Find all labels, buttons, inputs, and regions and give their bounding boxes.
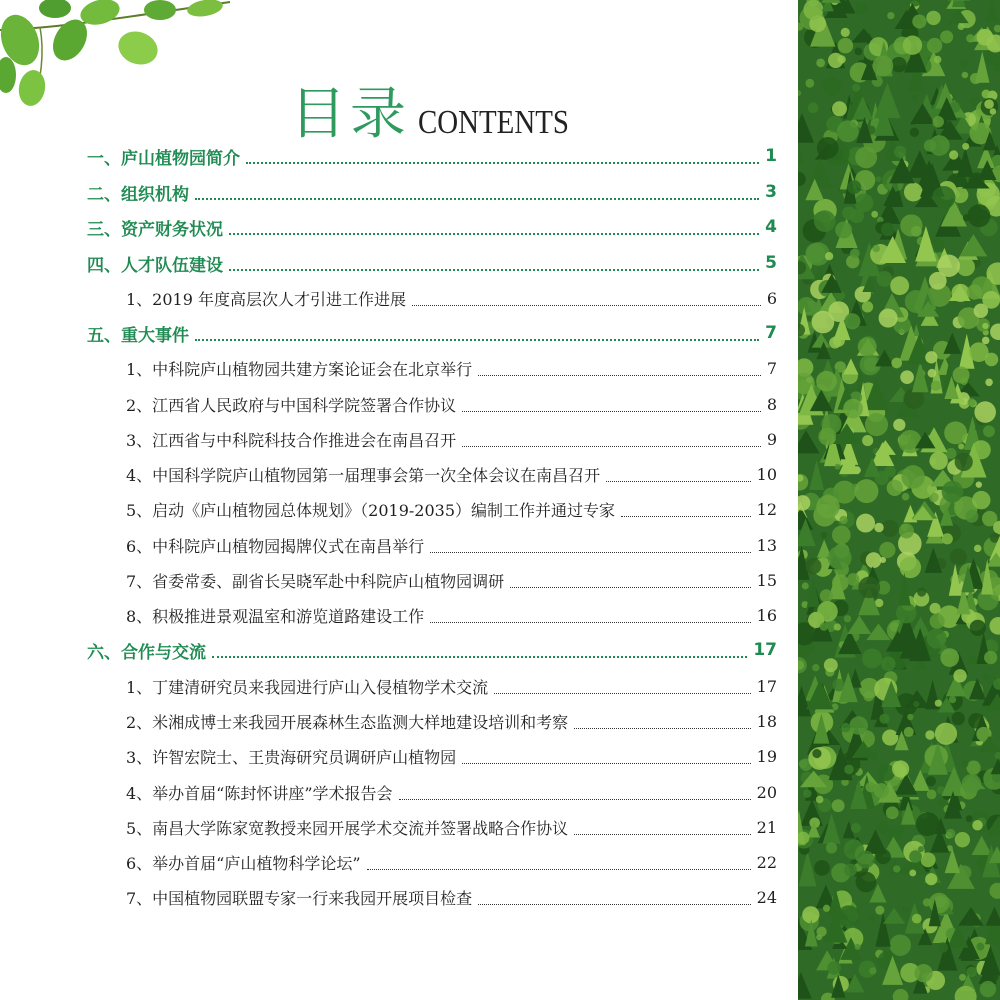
dot-leader xyxy=(494,693,750,694)
toc-page-number: 18 xyxy=(756,711,777,731)
toc-page-number: 4 xyxy=(765,217,777,237)
dot-leader xyxy=(462,763,750,764)
dot-leader xyxy=(478,375,761,376)
toc-page-number: 6 xyxy=(766,288,777,308)
dot-leader xyxy=(430,622,750,623)
dot-leader xyxy=(246,162,759,164)
toc-entry-title: 四、人才队伍建设 xyxy=(87,255,223,276)
toc-entry-title: 3、江西省与中科院科技合作推进会在南昌召开 xyxy=(126,430,457,450)
title-chinese: 目录 xyxy=(290,82,410,147)
toc-entry-title: 一、庐山植物园简介 xyxy=(87,148,240,169)
toc-subsection-entry[interactable] xyxy=(126,777,777,807)
dot-leader xyxy=(229,269,759,271)
toc-subsection-entry[interactable] xyxy=(126,706,777,736)
toc-subsection-entry[interactable] xyxy=(126,353,777,383)
dot-leader xyxy=(462,446,761,447)
toc-page-number: 5 xyxy=(765,253,777,273)
toc-page-number: 7 xyxy=(766,358,777,378)
toc-entry-title: 2、米湘成博士来我园开展森林生态监测大样地建设培训和考察 xyxy=(126,712,569,732)
toc-subsection-entry[interactable] xyxy=(126,847,777,877)
toc-page-number: 19 xyxy=(756,746,777,766)
toc-page-number: 16 xyxy=(756,605,777,625)
toc-entry-title: 六、合作与交流 xyxy=(87,642,206,663)
toc-section-entry[interactable] xyxy=(87,141,777,171)
dot-leader xyxy=(606,481,750,482)
toc-subsection-entry[interactable] xyxy=(126,882,777,912)
toc-page-number: 13 xyxy=(756,535,777,555)
dot-leader xyxy=(195,198,759,200)
dot-leader xyxy=(195,339,759,341)
dot-leader xyxy=(510,587,750,588)
toc-section-entry[interactable] xyxy=(87,177,777,207)
toc-entry-title: 7、省委常委、副省长吴晓军赴中科院庐山植物园调研 xyxy=(126,571,505,591)
toc-page-number: 12 xyxy=(756,499,777,519)
toc-subsection-entry[interactable] xyxy=(126,530,777,560)
toc-entry-title: 6、中科院庐山植物园揭牌仪式在南昌举行 xyxy=(126,536,425,556)
dot-leader xyxy=(399,799,751,800)
toc-page-number: 17 xyxy=(753,640,777,660)
dot-leader xyxy=(478,904,750,905)
toc-entry-title: 1、丁建清研究员来我园进行庐山入侵植物学术交流 xyxy=(126,677,489,697)
toc-entry-title: 4、举办首届“陈封怀讲座”学术报告会 xyxy=(126,783,393,803)
dot-leader xyxy=(574,728,750,729)
toc-page-number: 20 xyxy=(756,782,777,802)
toc-page-number: 10 xyxy=(756,464,777,484)
dot-leader xyxy=(367,869,751,870)
toc-entry-title: 4、中国科学院庐山植物园第一届理事会第一次全体会议在南昌召开 xyxy=(126,465,601,485)
dot-leader xyxy=(412,305,761,306)
toc-entry-title: 3、许智宏院士、王贵海研究员调研庐山植物园 xyxy=(126,747,457,767)
toc-entry-title: 1、2019 年度高层次人才引进工作进展 xyxy=(126,289,406,309)
forest-photo xyxy=(798,0,1000,1000)
dot-leader xyxy=(462,411,761,412)
dot-leader xyxy=(212,656,747,658)
toc-entry-title: 五、重大事件 xyxy=(87,325,189,346)
toc-subsection-entry[interactable] xyxy=(126,600,777,630)
toc-subsection-entry[interactable] xyxy=(126,741,777,771)
toc-subsection-entry[interactable] xyxy=(126,812,777,842)
title-english: CONTENTS xyxy=(418,104,569,141)
toc-page-number: 15 xyxy=(756,570,777,590)
toc-entry-title: 5、启动《庐山植物园总体规划》（2019-2035）编制工作并通过专家 xyxy=(126,500,616,520)
toc-entry-title: 三、资产财务状况 xyxy=(87,219,223,240)
toc-section-entry[interactable] xyxy=(87,318,777,348)
toc-subsection-entry[interactable] xyxy=(126,424,777,454)
toc-section-entry[interactable] xyxy=(87,212,777,242)
toc-subsection-entry[interactable] xyxy=(126,494,777,524)
toc-page-number: 3 xyxy=(765,182,777,202)
toc-entry-title: 5、南昌大学陈家宽教授来园开展学术交流并签署战略合作协议 xyxy=(126,818,569,838)
toc-subsection-entry[interactable] xyxy=(126,459,777,489)
toc-entry-title: 1、中科院庐山植物园共建方案论证会在北京举行 xyxy=(126,359,473,379)
toc-page-number: 22 xyxy=(756,852,777,872)
toc-subsection-entry[interactable] xyxy=(126,389,777,419)
toc-subsection-entry[interactable] xyxy=(126,565,777,595)
toc-page-number: 9 xyxy=(766,429,777,449)
toc-page-number: 21 xyxy=(756,817,777,837)
dot-leader xyxy=(430,552,750,553)
dot-leader xyxy=(621,516,751,517)
toc-section-entry[interactable] xyxy=(87,248,777,278)
toc-subsection-entry[interactable] xyxy=(126,671,777,701)
toc-entry-title: 2、江西省人民政府与中国科学院签署合作协议 xyxy=(126,395,457,415)
dot-leader xyxy=(574,834,750,835)
toc-section-entry[interactable] xyxy=(87,635,777,665)
toc-page-number: 7 xyxy=(765,323,777,343)
toc-entry-title: 7、中国植物园联盟专家一行来我园开展项目检查 xyxy=(126,888,473,908)
toc-subsection-entry[interactable] xyxy=(126,283,777,313)
toc-page-number: 8 xyxy=(766,394,777,414)
toc-entry-title: 二、组织机构 xyxy=(87,184,189,205)
toc-page-number: 1 xyxy=(765,146,777,166)
toc-page-number: 24 xyxy=(756,887,777,907)
toc-page-number: 17 xyxy=(756,676,777,696)
toc-entry-title: 8、积极推进景观温室和游览道路建设工作 xyxy=(126,606,425,626)
toc-entry-title: 6、举办首届“庐山植物科学论坛” xyxy=(126,853,361,873)
dot-leader xyxy=(229,233,759,235)
